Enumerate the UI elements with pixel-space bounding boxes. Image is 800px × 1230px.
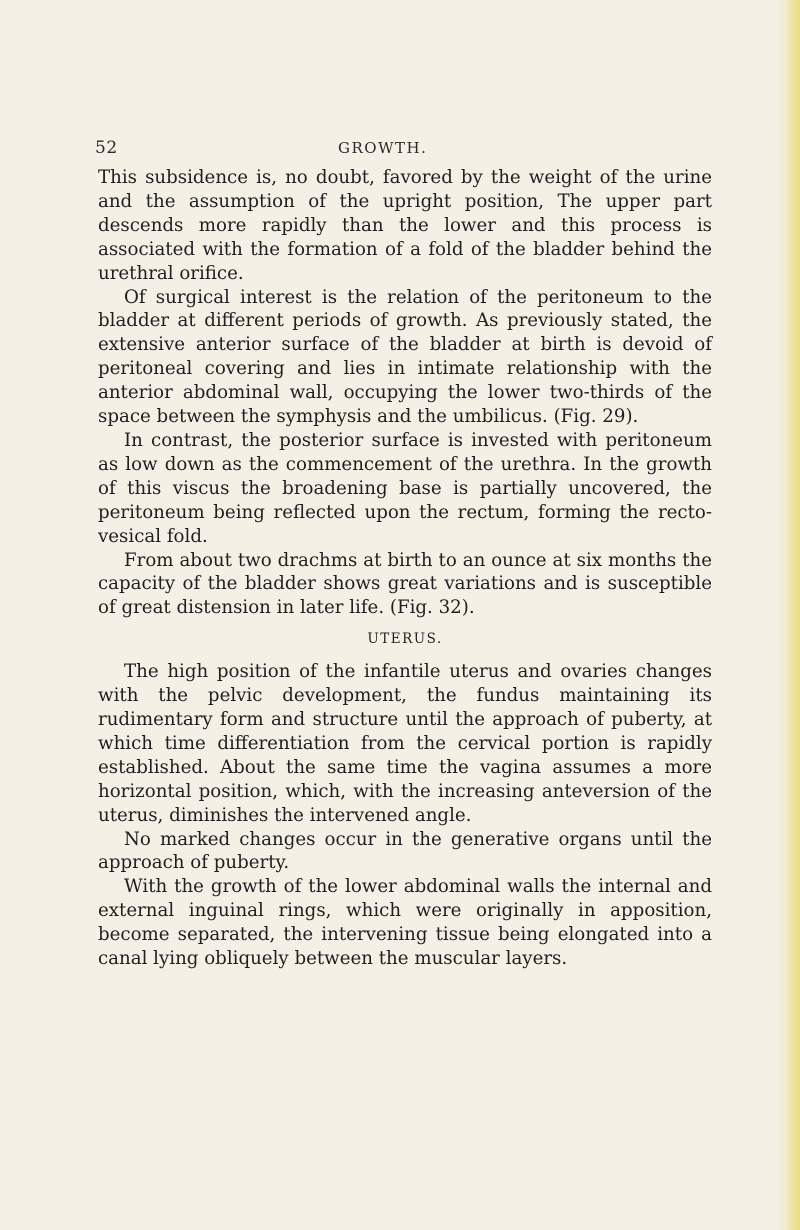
paragraph: Of surgical interest is the relation of the peritoneum to the bladder at different periods of growth. As previously stated, the extensive anterior surface of the bladder at birth is devoid of peritoneal covering and lies in intimate relationship with the anterior abdominal wall, occupying the lower two-thirds of the space between the symphysis and the umbilicus. (Fig. 29). [98, 286, 712, 428]
paragraph: No marked changes occur in the generative organs until the approach of puberty. [98, 828, 712, 874]
section-heading: UTERUS. [367, 631, 443, 648]
paragraph: From about two drachms at birth to an ounce at six months the capacity of the bladder shows great variations and is susceptible of great distension in later life. (Fig. 32). [98, 549, 712, 619]
body-text [98, 166, 712, 971]
page-header [95, 138, 715, 166]
page-edge-stain [776, 0, 800, 1230]
paragraph: In contrast, the posterior surface is invested with peritoneum as low down as the commencement of the urethra. In the growth of this viscus the broadening base is partially uncovered, the peritoneum being reflected upon the rectum, forming the recto-vesical fold. [98, 429, 712, 547]
page-number: 52 [95, 138, 118, 158]
paragraph: With the growth of the lower abdominal walls the internal and external inguinal rings, which were originally in apposition, become separated, the intervening tissue being elongated into a canal lying obliquely between the muscular layers. [98, 876, 712, 970]
paragraph: The high position of the infantile uterus and ovaries changes with the pelvic development, the fundus maintaining its rudimentary form and structure until the approach of puberty, at which time differentiation from the cervical portion is rapidly established. About the same time the vagina assumes a more horizontal position, which, with the increasing anteversion of the uterus, diminishes the intervened angle. [98, 661, 712, 826]
running-head: GROWTH. [338, 139, 428, 157]
paragraph: This subsidence is, no doubt, favored by the weight of the urine and the assumption of the upright position, The upper part descends more rapidly than the lower and this process is associated with the formation of a fold of the bladder behind the urethral orifice. [98, 167, 712, 284]
